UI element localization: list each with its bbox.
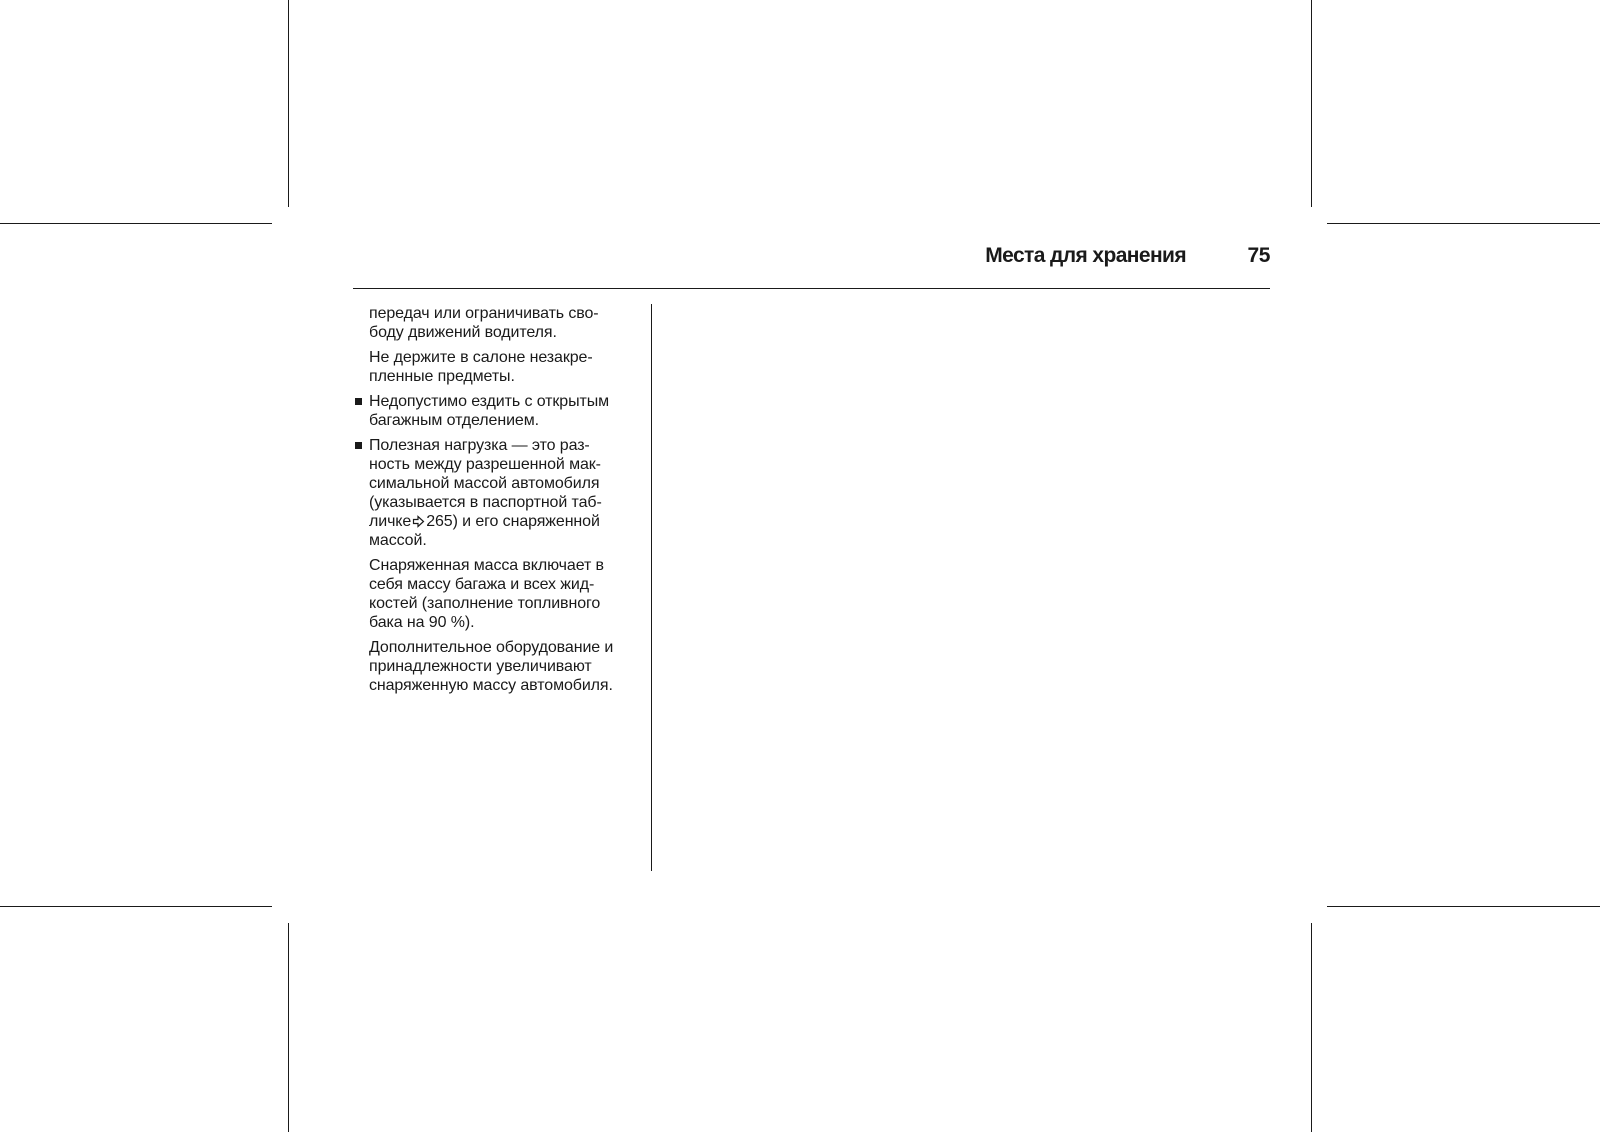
crop-mark-bottom-right-vertical — [1311, 923, 1312, 1132]
text-line-with-reference — [369, 512, 645, 531]
text-line: багажным отделением. — [369, 412, 539, 429]
text-line: Недопустимо ездить с открытым — [369, 393, 609, 410]
text-line: принадлежности увеличивают — [369, 658, 592, 675]
text-line: пленные предметы. — [369, 368, 515, 385]
page-number: 75 — [1247, 244, 1270, 267]
text-line: снаряженную массу автомобиля. — [369, 677, 613, 694]
text-line: себя массу багажа и всех жид- — [369, 576, 595, 593]
crop-mark-top-right-vertical — [1311, 0, 1312, 207]
arrow-reference-icon — [412, 515, 425, 528]
bullet-item — [353, 436, 645, 550]
paragraph — [353, 304, 645, 342]
text-line: Полезная нагрузка — это раз- — [369, 437, 590, 454]
text-line: (указывается в паспортной таб- — [369, 494, 602, 511]
reference-text-before: личке — [369, 513, 412, 530]
text-line: Дополнительное оборудование и — [369, 639, 614, 656]
paragraph — [353, 556, 645, 632]
crop-mark-bottom-left-vertical — [288, 923, 289, 1132]
text-line: симальной массой автомобиля — [369, 475, 600, 492]
text-line: бака на 90 %). — [369, 614, 475, 631]
page-header — [353, 236, 1270, 289]
crop-mark-bottom-right-horizontal — [1327, 906, 1600, 907]
crop-mark-top-left-vertical — [288, 0, 289, 207]
text-line: боду движений водителя. — [369, 324, 557, 341]
text-line: Не держите в салоне незакре- — [369, 349, 593, 366]
crop-mark-top-right-horizontal — [1327, 223, 1600, 224]
column-divider — [651, 304, 652, 871]
text-line: передач или ограничивать сво- — [369, 305, 599, 322]
crop-mark-top-left-horizontal — [0, 223, 272, 224]
paragraph — [353, 638, 645, 695]
text-line: костей (заполнение топливного — [369, 595, 601, 612]
paragraph — [353, 348, 645, 386]
text-line: ность между разрешенной мак- — [369, 456, 601, 473]
text-line: Снаряженная масса включает в — [369, 557, 604, 574]
reference-text-after: 265) и его снаряженной — [426, 513, 600, 530]
text-line: массой. — [369, 532, 427, 549]
square-bullet-icon — [355, 398, 362, 405]
text-column-left — [353, 304, 645, 701]
crop-mark-bottom-left-horizontal — [0, 906, 272, 907]
square-bullet-icon — [355, 442, 362, 449]
section-title: Места для хранения — [985, 244, 1186, 267]
bullet-item — [353, 392, 645, 430]
